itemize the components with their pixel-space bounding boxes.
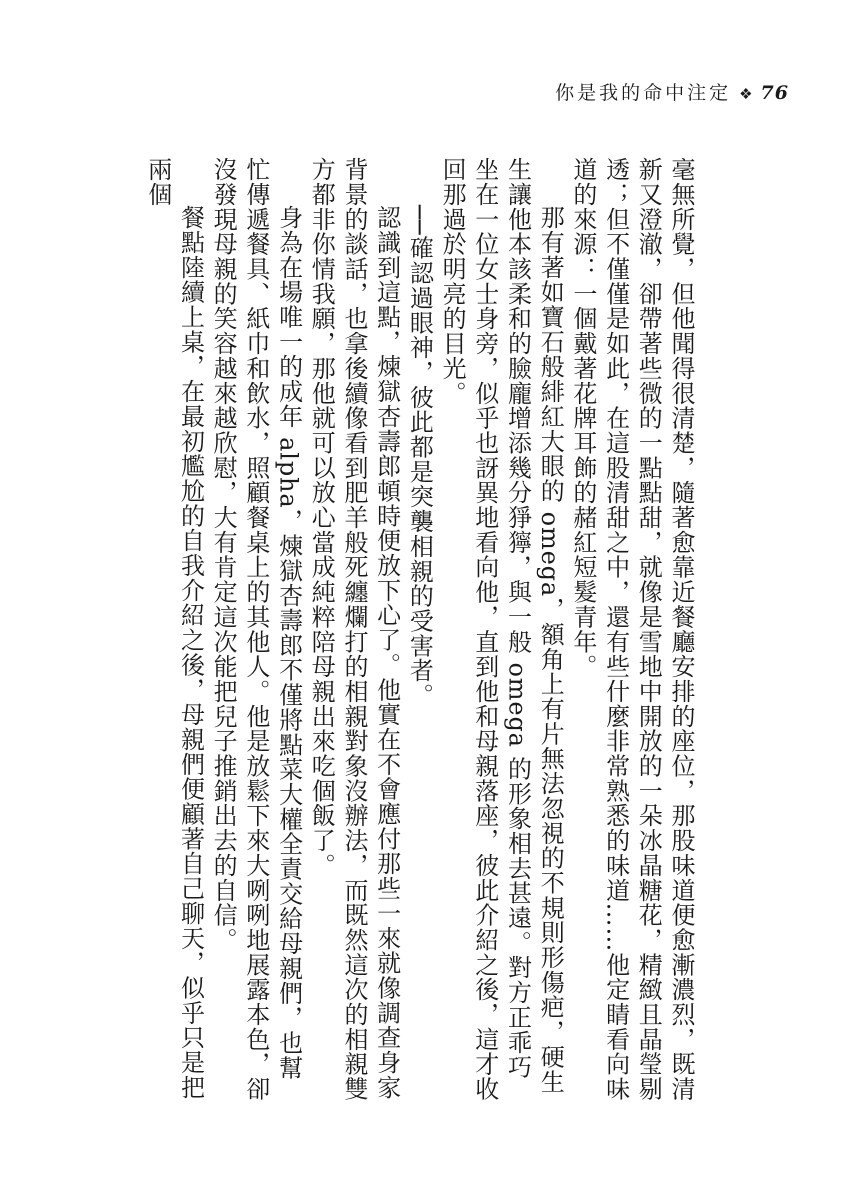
page-number: 76 [760, 82, 789, 104]
paragraph: 認識到這點，煉獄杏壽郎頓時便放下心了。他實在不會應付那些一來就像調查身家背景的談話，也拿後續像看到肥羊般死纏爛打的相親對象沒辦法，而既然這次的相親雙方都非你情我願，那他就可以放心當成純粹陪母親出來吃個飯了。 [307, 157, 401, 1102]
paragraph: 那有著如寶石般緋紅大眼的 omega，額角上有片無法忽視的不規則形傷疤，硬生生讓他本該柔和的臉龐增添幾分猙獰，與一般 omega 的形象相去甚遠。對方正乖巧坐在一位女士身旁，似乎也訝異地看向他，直到他和母親落座，彼此介紹之後，這才收回那過於明亮的目光。 [438, 157, 565, 1102]
paragraph-dash-line: ──確認過眼神，彼此都是突襲相親的受害者。 [405, 205, 434, 708]
ornament-separator-icon: ❖ [739, 85, 753, 103]
book-title: 你是我的命中注定 [555, 82, 732, 104]
page-body-text [57, 157, 697, 1102]
paragraph: 身為在場唯一的成年 alpha，煉獄杏壽郎不僅將點菜大權全責交給母親們，也幫忙傳遞餐具、紙巾和飲水，照顧餐桌上的其他人。他是放鬆下來大咧咧地展露本色，卻沒發現母親的笑容越來越欣慰，大有肯定這次能把兒子推銷出去的自信。 [209, 157, 303, 1102]
paragraph-continued: 毫無所覺，但他聞得很清楚，隨著愈靠近餐廳安排的座位，那股味道便愈漸濃烈，既清新又澄澈，卻帶著些微的一點點甜，就像是雪地中開放的一朵冰晶糖花，精緻且晶瑩剔透；但不僅僅是如此，在這股清甜之中，還有些什麼非常熟悉的味道……他定睛看向味道的來源：一個戴著花牌耳飾的赭紅短髮青年。 [568, 157, 695, 1102]
running-header [555, 78, 789, 105]
paragraph: 餐點陸續上桌，在最初尷尬的自我介紹之後，母親們便顧著自己聊天，似乎只是把兩個 [143, 157, 205, 1100]
